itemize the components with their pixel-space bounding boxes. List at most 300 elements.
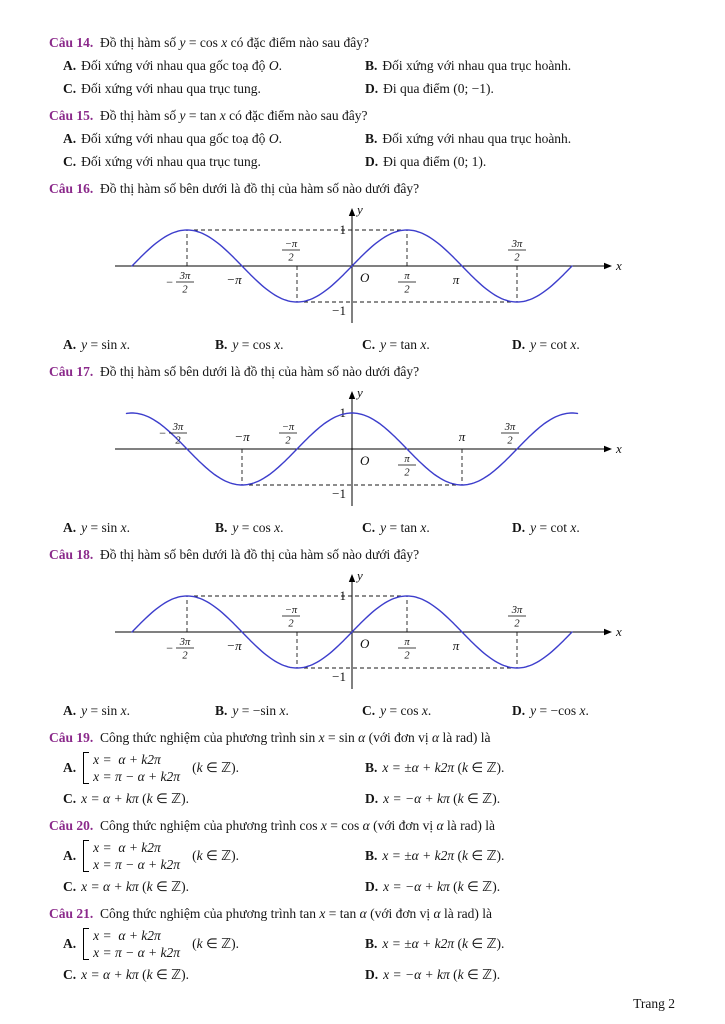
tick-minus-sign: −	[166, 641, 173, 655]
text-fragment: (	[449, 879, 458, 894]
question-number: Câu 15.	[49, 108, 94, 123]
system-line	[93, 751, 180, 768]
option-text	[383, 967, 500, 982]
tick-fraction-numerator: 3π	[504, 422, 516, 433]
text-fragment: y	[81, 520, 88, 535]
options-row	[49, 516, 676, 539]
text-fragment: k	[196, 760, 203, 775]
text-fragment: (	[454, 760, 462, 775]
y-tick-1: 1	[339, 588, 346, 603]
text-fragment: Công thức nghiệm của phương trình cos	[100, 818, 321, 833]
option-text	[380, 337, 430, 352]
text-fragment: k	[196, 848, 203, 863]
text-fragment: x	[570, 337, 577, 352]
option-text	[232, 520, 283, 535]
y-axis-arrow-icon	[349, 391, 355, 399]
origin-label: O	[360, 636, 370, 651]
text-fragment: ∈ ℤ).	[463, 791, 501, 806]
text-fragment: là rad) là	[443, 818, 495, 833]
question-prompt	[100, 364, 419, 379]
text-fragment: (	[192, 848, 197, 863]
option-b	[365, 760, 676, 776]
text-fragment: ∈ ℤ).	[202, 760, 239, 775]
text-fragment: .	[585, 703, 589, 718]
text-fragment: k	[461, 760, 468, 775]
text-fragment: Công thức nghiệm của phương trình sin	[100, 730, 319, 745]
text-fragment: có đặc điểm nào sau đây?	[227, 35, 369, 50]
text-fragment: Đối xứng với nhau qua trục tung.	[81, 81, 261, 96]
options-row	[49, 699, 676, 722]
option-label: C.	[362, 703, 376, 718]
option-a	[63, 839, 365, 873]
option-a	[63, 516, 215, 539]
question-prompt	[100, 35, 369, 50]
text-fragment: Đồ thị hàm số bên dưới là đồ thị của hàm số nào dưới đây?	[100, 547, 420, 562]
tick-label: −π	[234, 429, 250, 444]
text-fragment: ∈ ℤ).	[152, 879, 189, 894]
question-title	[49, 726, 676, 749]
option-text	[383, 879, 500, 894]
text-fragment: x	[274, 520, 281, 535]
option-label: B.	[365, 760, 378, 775]
tick-fraction-numerator: 3π	[179, 637, 191, 648]
y-axis-arrow-icon	[349, 574, 355, 582]
options-row	[49, 333, 676, 356]
text-fragment: y	[530, 703, 537, 718]
question-number: Câu 20.	[49, 818, 94, 833]
text-fragment: ∈ ℤ).	[467, 848, 505, 863]
option-text	[530, 703, 589, 718]
option-label: B.	[365, 131, 378, 146]
text-fragment: = cos	[238, 520, 275, 535]
question-16	[49, 177, 676, 356]
text-fragment: .	[126, 520, 130, 535]
equation-system	[93, 751, 180, 785]
tick-fraction-numerator: 3π	[179, 271, 191, 282]
question-15	[49, 104, 676, 173]
text-fragment: x = ±α + k2π	[382, 848, 455, 863]
text-fragment: = cos	[185, 35, 222, 50]
question-number: Câu 18.	[49, 547, 94, 562]
question-prompt	[100, 181, 419, 196]
origin-label: O	[360, 453, 370, 468]
text-fragment: k	[196, 936, 203, 951]
option-label: A.	[63, 703, 77, 718]
option-b	[215, 699, 362, 722]
page-number: Trang 2	[633, 996, 675, 1011]
option-a	[63, 127, 365, 150]
graph-q16	[107, 200, 627, 333]
text-fragment: α	[358, 730, 366, 745]
text-fragment: k	[461, 936, 468, 951]
option-text	[81, 520, 130, 535]
option-label: D.	[365, 879, 379, 894]
x-axis-arrow-icon	[604, 263, 612, 269]
text-fragment: (	[449, 967, 458, 982]
text-fragment: .	[576, 520, 580, 535]
question-title	[49, 543, 676, 566]
option-label: B.	[365, 848, 378, 863]
text-fragment: x	[420, 337, 427, 352]
option-d	[512, 699, 676, 722]
text-fragment: = tan	[325, 906, 360, 921]
text-fragment: k	[146, 967, 153, 982]
tick-fraction-numerator: 3π	[511, 239, 523, 250]
tick-label: π	[458, 429, 466, 444]
equation-system	[93, 839, 180, 873]
text-fragment: (	[454, 936, 462, 951]
text-fragment: Đối xứng với nhau qua trục tung.	[81, 154, 261, 169]
option-label: B.	[215, 703, 228, 718]
y-axis-label: y	[357, 385, 363, 400]
tick-fraction-numerator: −π	[284, 239, 298, 250]
text-fragment: (	[454, 848, 462, 863]
option-c	[63, 77, 365, 100]
option-text	[382, 58, 571, 73]
text-fragment: ∈ ℤ).	[463, 967, 501, 982]
text-fragment: ∈ ℤ).	[467, 936, 505, 951]
system-bracket-icon	[83, 752, 89, 784]
option-label: A.	[63, 131, 77, 146]
text-fragment: k	[146, 879, 153, 894]
text-fragment: x = π − α + k2π	[93, 857, 181, 872]
y-tick-minus-1: −1	[332, 303, 346, 318]
option-label: A.	[63, 520, 77, 535]
option-text	[383, 791, 500, 806]
tick-label: π	[452, 638, 460, 653]
text-fragment: k	[457, 791, 464, 806]
tick-fraction-numerator: 3π	[511, 605, 523, 616]
options-row-ab	[49, 927, 676, 961]
option-text	[81, 791, 189, 806]
system-line	[93, 856, 180, 873]
text-fragment: Công thức nghiệm của phương trình tan	[100, 906, 320, 921]
text-fragment: y	[232, 337, 239, 352]
text-fragment: y	[380, 520, 387, 535]
text-fragment: x = α + kπ	[81, 967, 139, 982]
option-b	[365, 127, 676, 150]
text-fragment: ∈ ℤ).	[467, 760, 505, 775]
text-fragment: O	[268, 131, 279, 146]
text-fragment: k	[461, 848, 468, 863]
tick-fraction-denominator: 2	[404, 650, 410, 662]
option-c	[63, 875, 365, 898]
question-number: Câu 21.	[49, 906, 94, 921]
options-row-ab	[49, 839, 676, 873]
tick-minus-sign: −	[159, 426, 166, 440]
text-fragment: = cos	[238, 337, 275, 352]
question-prompt	[100, 730, 490, 745]
x-axis-arrow-icon	[604, 446, 612, 452]
option-label: B.	[365, 58, 378, 73]
option-label: B.	[365, 936, 378, 951]
tick-fraction-denominator: 2	[288, 618, 294, 630]
text-fragment: ∈ ℤ).	[202, 848, 239, 863]
text-fragment: = cot	[536, 337, 571, 352]
text-fragment: Đối xứng với nhau qua gốc toạ độ	[81, 58, 269, 73]
option-label: C.	[63, 791, 77, 806]
option-b	[365, 54, 676, 77]
tick-label: −π	[226, 638, 242, 653]
tick-fraction-denominator: 2	[404, 467, 410, 479]
text-fragment: ∈ ℤ).	[202, 936, 239, 951]
tick-fraction-denominator: 2	[182, 284, 188, 296]
text-fragment: x	[570, 520, 577, 535]
options-row-ab	[49, 751, 676, 785]
option-a	[63, 54, 365, 77]
text-fragment: = −cos	[536, 703, 580, 718]
question-prompt	[100, 906, 492, 921]
text-fragment: .	[126, 703, 130, 718]
text-fragment: x = ±α + k2π	[382, 760, 455, 775]
text-fragment: = tan	[386, 337, 421, 352]
text-fragment: ∈ ℤ).	[463, 879, 501, 894]
question-number: Câu 16.	[49, 181, 94, 196]
option-label: D.	[512, 703, 526, 718]
tick-fraction-numerator: π	[404, 271, 410, 282]
text-fragment: x	[318, 730, 325, 745]
question-prompt	[100, 547, 419, 562]
tick-fraction-numerator: π	[404, 637, 410, 648]
option-d	[365, 150, 676, 173]
option-text	[81, 879, 189, 894]
text-fragment: x = ±α + k2π	[382, 936, 455, 951]
option-label: D.	[512, 520, 526, 535]
option-text	[232, 337, 283, 352]
text-fragment: = −sin	[238, 703, 280, 718]
function-graph	[107, 200, 676, 333]
text-fragment: là rad) là	[440, 906, 492, 921]
tick-fraction-denominator: 2	[404, 284, 410, 296]
equation-system	[93, 927, 180, 961]
question-title	[49, 104, 676, 127]
text-fragment: y	[179, 35, 186, 50]
text-fragment: .	[576, 337, 580, 352]
question-title	[49, 360, 676, 383]
tick-fraction-numerator: 3π	[172, 422, 184, 433]
question-14	[49, 31, 676, 100]
text-fragment: x = α + kπ	[81, 791, 139, 806]
option-label: B.	[215, 520, 228, 535]
system-suffix	[192, 848, 239, 864]
text-fragment: x	[120, 520, 127, 535]
option-text	[81, 131, 282, 146]
question-20	[49, 814, 676, 898]
text-fragment: x = α + k2π	[93, 840, 161, 855]
text-fragment: = sin	[87, 703, 121, 718]
system-bracket-icon	[83, 928, 89, 960]
option-a	[63, 699, 215, 722]
option-text	[232, 703, 288, 718]
option-text	[530, 337, 580, 352]
text-fragment: Đối xứng với nhau qua gốc toạ độ	[81, 131, 269, 146]
text-fragment: .	[126, 337, 130, 352]
option-c	[63, 787, 365, 810]
function-graph	[107, 566, 676, 699]
tick-fraction-numerator: −π	[284, 605, 298, 616]
text-fragment: y	[380, 337, 387, 352]
question-number: Câu 19.	[49, 730, 94, 745]
text-fragment: = sin	[87, 337, 121, 352]
text-fragment: x	[579, 703, 586, 718]
text-fragment: ∈ ℤ).	[152, 967, 189, 982]
text-fragment: x = π − α + k2π	[93, 769, 181, 784]
tick-label: −π	[226, 272, 242, 287]
text-fragment: x = α + k2π	[93, 928, 161, 943]
text-fragment: Đồ thị hàm số bên dưới là đồ thị của hàm số nào dưới đây?	[100, 364, 420, 379]
text-fragment: (với đơn vị	[369, 818, 437, 833]
origin-label: O	[360, 270, 370, 285]
text-fragment: y	[179, 108, 186, 123]
question-number: Câu 17.	[49, 364, 94, 379]
text-fragment: là rad) là	[439, 730, 491, 745]
tick-fraction-denominator: 2	[514, 252, 520, 264]
question-17	[49, 360, 676, 539]
option-label: A.	[63, 58, 77, 73]
text-fragment: (	[449, 791, 458, 806]
tick-fraction-numerator: π	[404, 454, 410, 465]
text-fragment: O	[268, 58, 279, 73]
system-line	[93, 927, 180, 944]
option-label: C.	[63, 967, 77, 982]
option-a	[63, 333, 215, 356]
text-fragment: k	[457, 967, 464, 982]
text-fragment: α	[432, 730, 440, 745]
question-list	[49, 31, 676, 986]
text-fragment: .	[278, 58, 282, 73]
x-axis-label: x	[616, 258, 622, 273]
text-fragment: x	[120, 337, 127, 352]
tick-fraction-denominator: 2	[285, 435, 291, 447]
text-fragment: .	[278, 131, 282, 146]
text-fragment: có đặc điểm nào sau đây?	[225, 108, 368, 123]
option-c	[63, 963, 365, 986]
option-b	[365, 936, 676, 952]
text-fragment: (	[138, 791, 147, 806]
text-fragment: x	[221, 35, 228, 50]
text-fragment: .	[426, 520, 430, 535]
option-text	[383, 154, 486, 169]
tick-fraction-denominator: 2	[175, 435, 181, 447]
system-line	[93, 839, 180, 856]
option-label: D.	[365, 81, 379, 96]
text-fragment: x = π − α + k2π	[93, 945, 181, 960]
system-suffix	[192, 760, 239, 776]
tick-fraction-denominator: 2	[507, 435, 513, 447]
option-text	[81, 81, 261, 96]
option-d	[512, 516, 676, 539]
text-fragment: Đối xứng với nhau qua trục hoành.	[382, 58, 572, 73]
options-grid	[49, 54, 676, 100]
y-axis-label: y	[357, 568, 363, 583]
option-label: A.	[63, 848, 77, 863]
text-fragment: x = −α + kπ	[383, 967, 450, 982]
option-d	[365, 875, 676, 898]
text-fragment: α	[433, 906, 441, 921]
question-18	[49, 543, 676, 722]
system-line	[93, 768, 180, 785]
question-prompt	[100, 818, 495, 833]
option-label: A.	[63, 337, 77, 352]
text-fragment: x	[421, 703, 428, 718]
text-fragment: x	[420, 520, 427, 535]
option-a	[63, 751, 365, 785]
option-label: D.	[365, 967, 379, 982]
text-fragment: x	[120, 703, 127, 718]
question-title	[49, 814, 676, 837]
option-text	[81, 154, 261, 169]
text-fragment: x = α + kπ	[81, 879, 139, 894]
system-suffix	[192, 936, 239, 952]
text-fragment: = cos	[386, 703, 422, 718]
x-axis-label: x	[616, 441, 622, 456]
text-fragment: y	[232, 520, 239, 535]
text-fragment: (với đơn vị	[366, 906, 434, 921]
question-prompt	[100, 108, 367, 123]
y-axis-arrow-icon	[349, 208, 355, 216]
option-text	[382, 760, 504, 776]
option-text	[81, 703, 130, 718]
text-fragment: x = −α + kπ	[383, 879, 450, 894]
text-fragment: y	[81, 337, 88, 352]
tick-fraction-denominator: 2	[182, 650, 188, 662]
option-text	[382, 848, 504, 864]
text-fragment: α	[362, 818, 370, 833]
system-line	[93, 944, 180, 961]
text-fragment: Đồ thị hàm số	[100, 35, 180, 50]
question-19	[49, 726, 676, 810]
options-row-cd	[49, 963, 676, 986]
option-d	[365, 77, 676, 100]
text-fragment: .	[427, 703, 432, 718]
text-fragment: x = −α + kπ	[383, 791, 450, 806]
text-fragment: (với đơn vị	[365, 730, 433, 745]
option-b	[215, 516, 362, 539]
text-fragment: y	[530, 520, 537, 535]
question-title	[49, 177, 676, 200]
option-b	[215, 333, 362, 356]
tick-fraction-denominator: 2	[288, 252, 294, 264]
option-label: C.	[362, 337, 376, 352]
system-bracket-icon	[83, 840, 89, 872]
option-label: D.	[365, 154, 379, 169]
text-fragment: .	[285, 703, 289, 718]
text-fragment: Đi qua điểm (0; 1).	[383, 154, 487, 169]
text-fragment: x	[219, 108, 226, 123]
text-fragment: y	[530, 337, 537, 352]
tick-label: π	[452, 272, 460, 287]
option-d	[365, 787, 676, 810]
option-label: C.	[63, 879, 77, 894]
options-grid	[49, 127, 676, 173]
y-tick-minus-1: −1	[332, 669, 346, 684]
x-axis-arrow-icon	[604, 629, 612, 635]
option-label: D.	[365, 791, 379, 806]
text-fragment: = cos	[326, 818, 363, 833]
text-fragment: α	[436, 818, 444, 833]
option-label: C.	[362, 520, 376, 535]
question-title	[49, 902, 676, 925]
option-text	[382, 936, 504, 952]
text-fragment: ∈ ℤ).	[152, 791, 189, 806]
options-row-cd	[49, 787, 676, 810]
text-fragment: .	[280, 337, 284, 352]
function-graph	[107, 383, 676, 516]
option-label: B.	[215, 337, 228, 352]
option-text	[81, 967, 189, 982]
text-fragment: y	[232, 703, 239, 718]
option-a	[63, 927, 365, 961]
